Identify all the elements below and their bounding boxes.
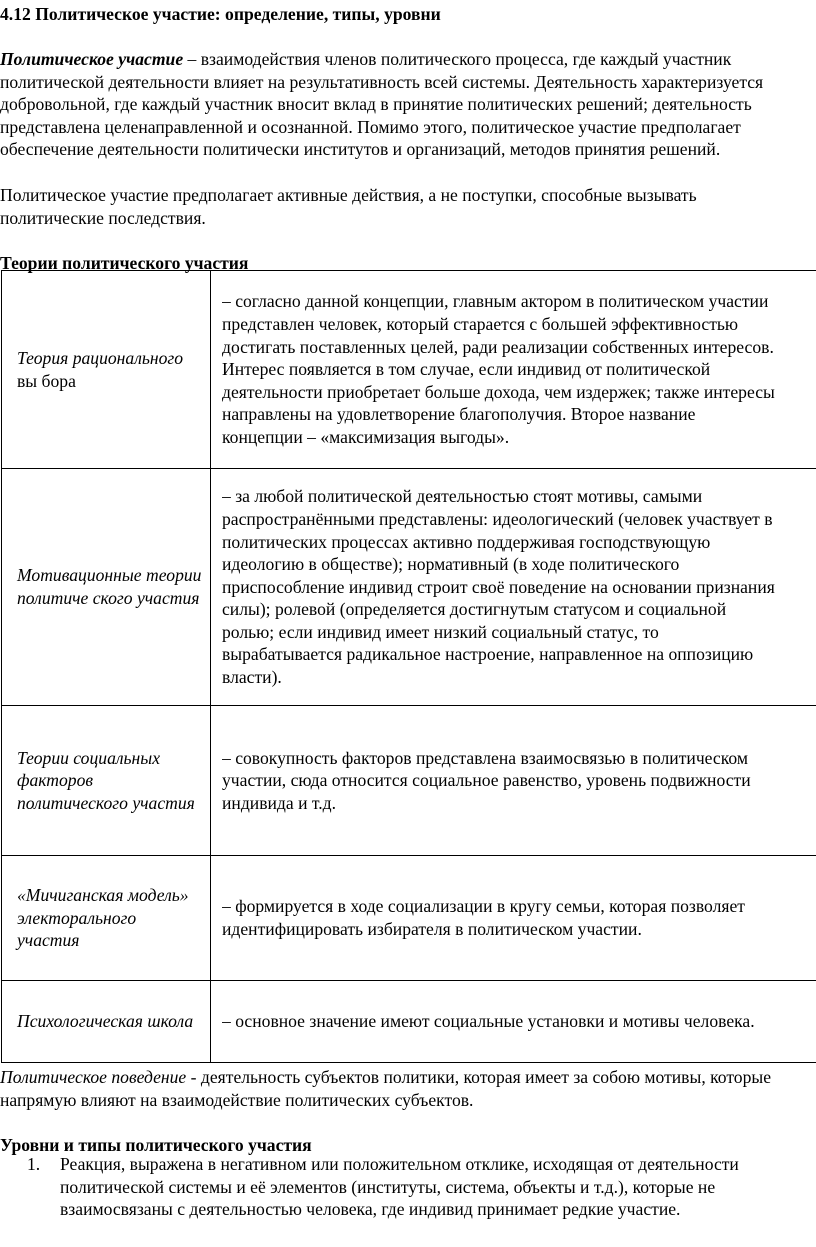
definition-term: Политическое участие: [0, 49, 184, 69]
levels-list: [0, 1153, 790, 1221]
levels-heading: Уровни и типы политического участия: [0, 1135, 312, 1155]
description-line: участии, сюда относится социальное равенство, уровень подвижности: [222, 770, 751, 791]
theory-name: Мотивационные теории политиче ского участия: [17, 565, 202, 608]
description-line: вырабатывается радикальное настроение, направленное на оппозицию: [222, 644, 754, 665]
description-line: идеологию в обществе); нормативный (в ходе политического: [222, 554, 680, 575]
description-line: распространёнными представлены: идеологический (человек участвует в: [222, 508, 773, 529]
description-line: приспособление индивид строит своё поведение на основании признания: [222, 576, 775, 597]
definition-paragraph: [0, 48, 800, 161]
theory-name-cell: [2, 981, 211, 1063]
theory-name-cell: [2, 856, 211, 981]
behavior-term: Политическое поведение: [0, 1067, 187, 1087]
description-line: достигать поставленных целей, ради реализации собственных интересов.: [222, 336, 774, 357]
table-row: [2, 706, 816, 856]
description-line: – согласно данной концепции, главным актором в политическом участии: [222, 291, 769, 312]
theory-name-cell: [2, 469, 211, 706]
table-row: [2, 981, 816, 1063]
table-row: [2, 271, 816, 469]
description-line: – за любой политической деятельностью стоят мотивы, самыми: [222, 486, 703, 507]
theory-name: Теории социальных факторов политического участия: [17, 747, 195, 813]
list-item-text: Реакция, выражена в негативном или положительном отклике, исходящая от деятельности политической системы и её элементов (институты, система, объекты и т.д.), которые не взаимосвязаны с деятельностью человека, где индивид принимает редкие участие.: [60, 1154, 739, 1220]
description-line: направлены на удовлетворение благополучия. Второе название: [222, 404, 696, 425]
table-row: [2, 856, 816, 981]
description-line: ролью; если индивид имеет низкий социальный статус, то: [222, 621, 659, 642]
theory-description-cell: [211, 469, 816, 706]
description-line: идентифицировать избирателя в политическом участии.: [222, 919, 642, 939]
behavior-paragraph: [0, 1066, 800, 1111]
list-item-number: 1.: [27, 1154, 41, 1174]
definition-text: – взаимодействия членов политического процесса, где каждый участник политической деятельности влияет на результативность всей системы. Деятельность характеризуется добровольной, где каждый участник вносит вклад в принятие политических решений; деятельность представлена целенаправленной и осознанной. Помимо этого, политическое участие предполагает обеспечение деятельности политически институтов и организаций, методов принятия решений.: [0, 49, 764, 160]
description-line: представлен человек, который старается с большей эффективностью: [222, 314, 739, 335]
theories-heading: Теории политического участия: [0, 253, 249, 273]
description-line: политических процессах активно поддерживая господствующую: [222, 531, 711, 552]
theory-name: Психологическая школа: [17, 1011, 194, 1032]
description-line: силы); ролевой (определяется достигнутым статусом и социальной: [222, 599, 727, 620]
description-line: – формируется в ходе социализации в кругу семьи, которая позволяет: [222, 896, 745, 917]
participation-paragraph: Политическое участие предполагает активные действия, а не поступки, способные вызывать политические последствия.: [0, 185, 697, 228]
description-line: Интерес появляется в том случае, если индивид от политической: [222, 359, 711, 380]
theory-name: Теория рационального: [17, 347, 184, 368]
description-line: – совокупность факторов представлена взаимосвязью в политическом: [222, 747, 748, 768]
theories-table: [1, 270, 816, 1063]
description-line: индивида и т.д.: [222, 792, 337, 813]
description-line: концепции – «максимизация выгоды».: [222, 426, 510, 447]
behavior-text: - деятельность субъектов политики, которая имеет за собою мотивы, которые напрямую влияют на взаимодействие политических субъектов.: [0, 1067, 772, 1110]
description-line: – основное значение имеют социальные установки и мотивы человека.: [222, 1011, 755, 1032]
description-line: деятельности приобретает больше дохода, чем издержек; также интересы: [222, 381, 775, 402]
description-line: власти).: [222, 667, 282, 688]
theory-description-cell: [211, 981, 816, 1063]
theory-name-suffix: вы бора: [17, 370, 76, 391]
theory-description-cell: [211, 706, 816, 856]
theory-description-cell: [211, 856, 816, 981]
table-row: [2, 469, 816, 706]
theory-name-cell: [2, 271, 211, 469]
theory-name-cell: [2, 706, 211, 856]
theory-name: «Мичиганская модель» электорального участия: [17, 885, 189, 951]
section-heading: 4.12 Политическое участие: определение, типы, уровни: [0, 4, 441, 24]
list-item: [0, 1153, 790, 1221]
theory-description-cell: [211, 271, 816, 469]
